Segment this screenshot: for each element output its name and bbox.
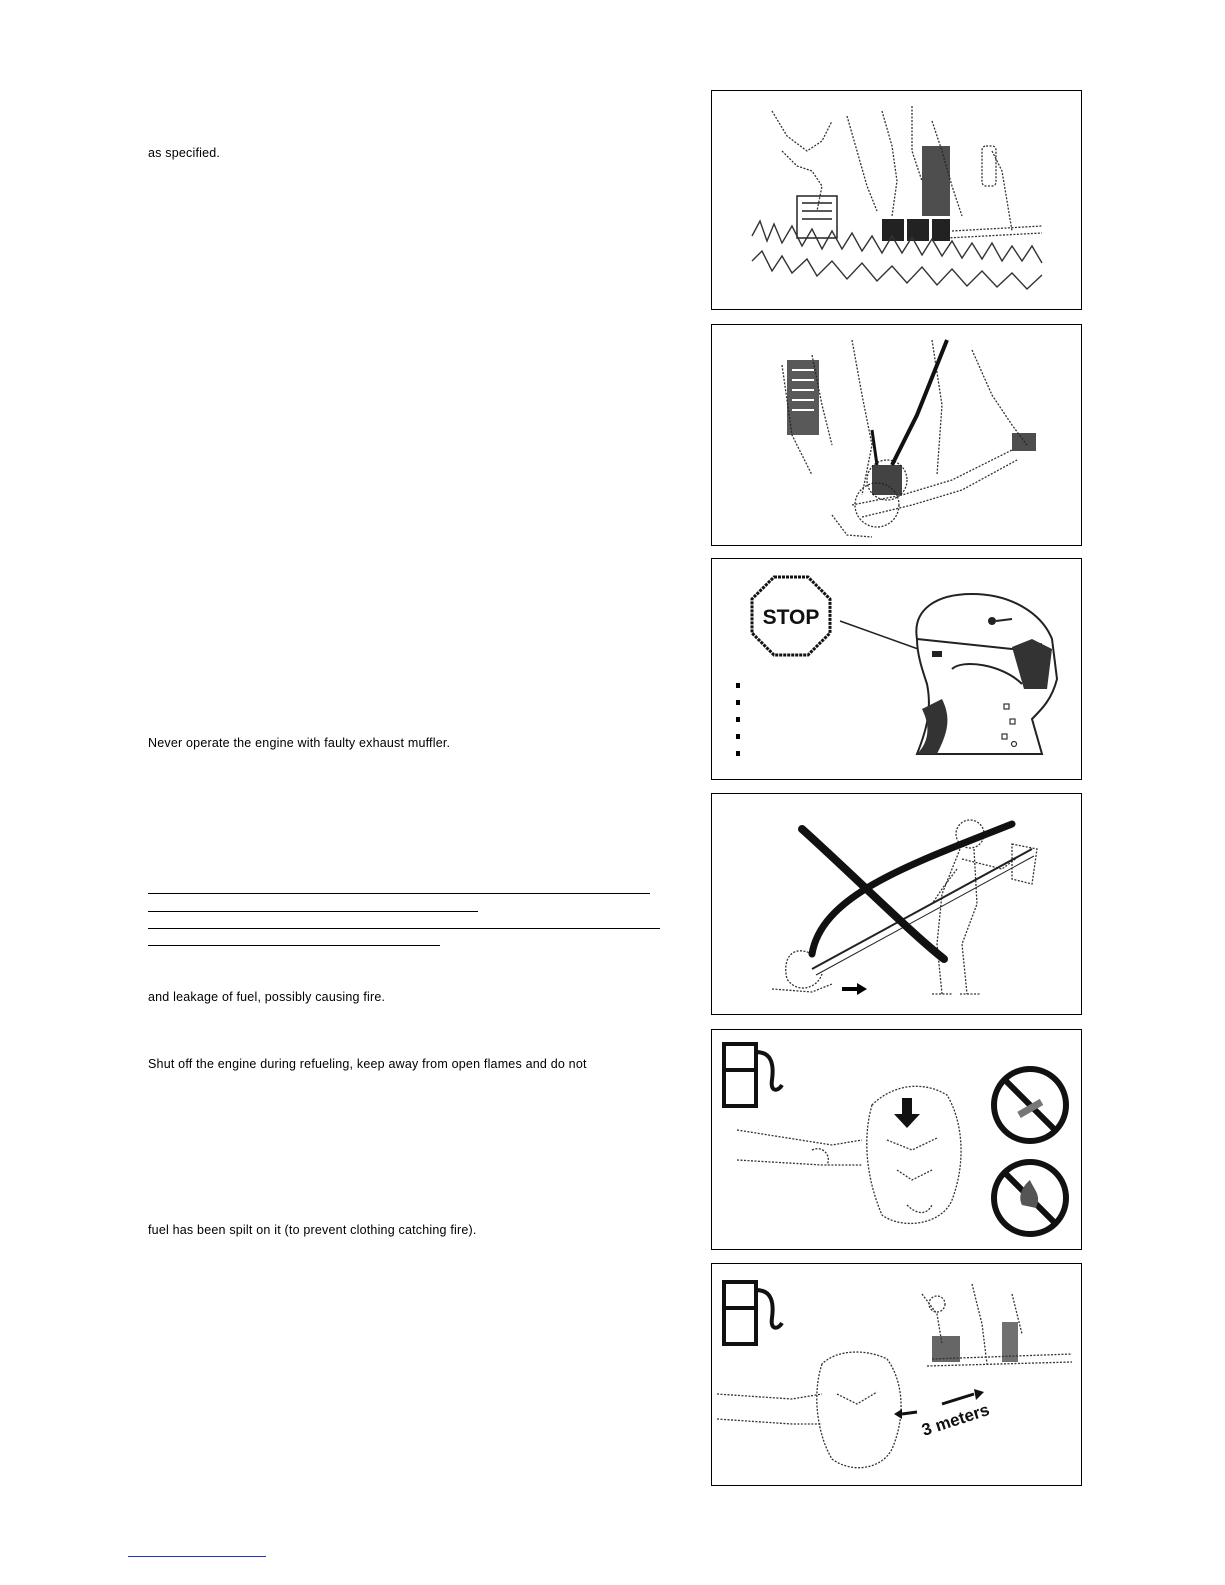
text-refueling: Shut off the engine during refueling, keep away from open flames and do not bbox=[148, 1057, 587, 1071]
text-faulty-muffler: Never operate the engine with faulty exhaust muffler. bbox=[148, 736, 451, 750]
text-fuel-spilt: fuel has been spilt on it (to prevent clothing catching fire). bbox=[148, 1223, 477, 1237]
no-open-flame-icon bbox=[994, 1162, 1066, 1234]
figure-stop-switch bbox=[711, 558, 1082, 780]
underline-rule-2 bbox=[148, 911, 478, 912]
footer-link-rule bbox=[128, 1556, 266, 1557]
underline-rule-3 bbox=[148, 928, 660, 929]
underline-rule-1 bbox=[148, 893, 650, 894]
figure-refueling-safety bbox=[711, 1029, 1082, 1250]
figure-starting-engine bbox=[711, 90, 1082, 310]
figure-shoulder-strap bbox=[711, 324, 1082, 546]
underline-rule-4 bbox=[148, 945, 440, 946]
wrong-posture-illustration bbox=[712, 794, 1081, 1014]
fuel-pump-icon-2 bbox=[724, 1282, 782, 1344]
starting-engine-illustration bbox=[712, 91, 1081, 309]
bullet-mark-5 bbox=[736, 751, 740, 756]
figure-wrong-posture bbox=[711, 793, 1082, 1015]
distance-label: 3 meters bbox=[919, 1400, 992, 1440]
stop-sign-label: STOP bbox=[762, 606, 820, 629]
text-as-specified: as specified. bbox=[148, 146, 221, 160]
stop-switch-illustration bbox=[712, 559, 1081, 779]
bullet-mark-2 bbox=[736, 700, 740, 705]
no-smoking-icon bbox=[994, 1069, 1066, 1141]
text-fuel-leakage: and leakage of fuel, possibly causing fire. bbox=[148, 990, 386, 1004]
distance-illustration bbox=[712, 1264, 1081, 1485]
bullet-mark-1 bbox=[736, 683, 740, 688]
shoulder-strap-illustration bbox=[712, 325, 1081, 545]
fuel-pump-icon bbox=[724, 1044, 782, 1106]
refueling-safety-illustration bbox=[712, 1030, 1081, 1249]
bullet-mark-4 bbox=[736, 734, 740, 739]
bullet-mark-3 bbox=[736, 717, 740, 722]
figure-distance-from-refueling bbox=[711, 1263, 1082, 1486]
